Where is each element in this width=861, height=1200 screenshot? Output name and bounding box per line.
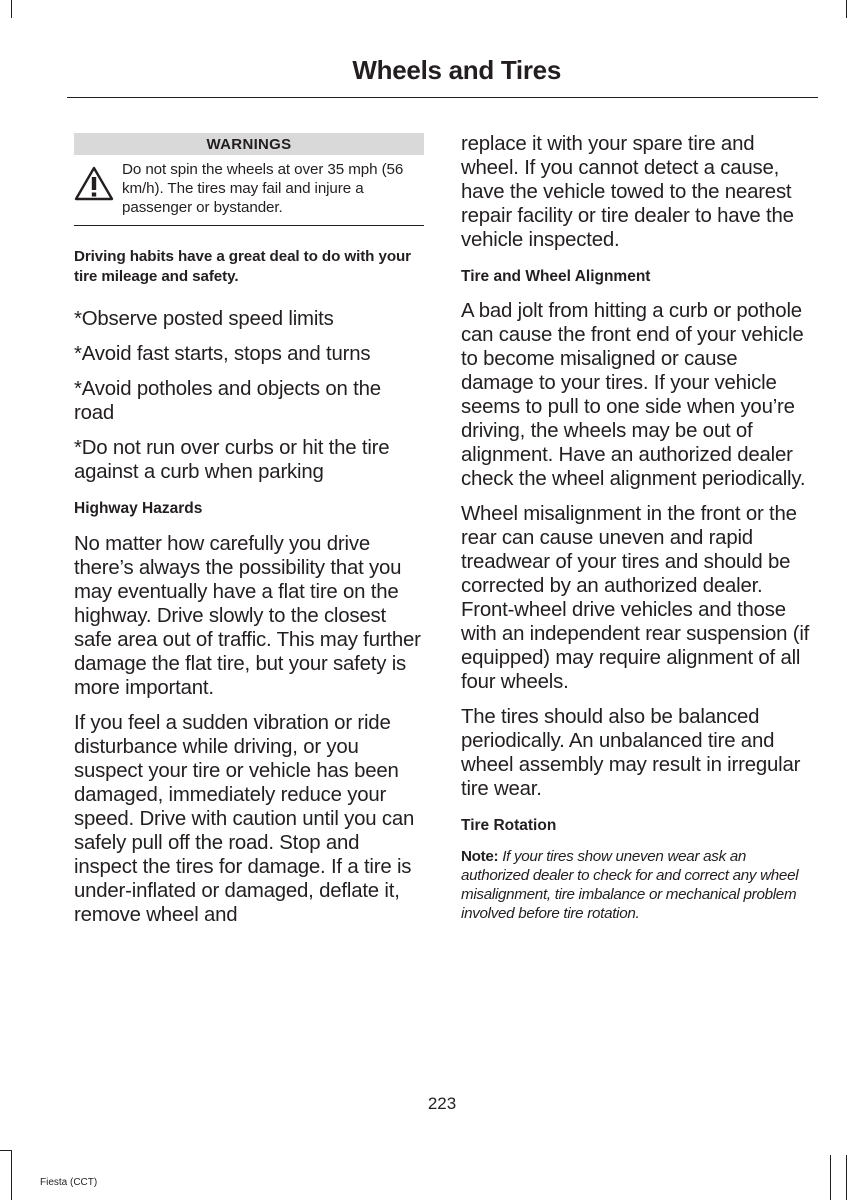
footer-model-label: Fiesta (CCT) (40, 1177, 98, 1188)
alignment-paragraph-1: A bad jolt from hitting a curb or pothole can cause the front end of your vehicle to become misaligned or cause damage to your tires. If your vehicle seems to pull to one side when you’re driving, the wheels may be out of alignment. Have an authorized dealer check the wheel alignment periodically. (461, 300, 806, 490)
page-number: 223 (427, 1094, 457, 1113)
continuation-paragraph: replace it with your spare tire and wheel. If you cannot detect a cause, have the vehicle towed to the nearest repair facility or tire dealer to have the vehicle inspected. (461, 133, 794, 251)
highway-paragraph-2: If you feel a sudden vibration or ride disturbance while driving, or you suspect your tire or vehicle has been damaged, immediately reduce your speed. Drive with caution until you can safely pull off the road. Stop and inspect the tires for damage. If a tire is under-inflated or damaged, deflate it, remove wheel and (74, 712, 415, 926)
page-title: Wheels and Tires (352, 55, 561, 85)
highway-paragraph-1: No matter how carefully you drive there’s always the possibility that you may eventually have a flat tire on the highway. Drive slowly to the closest safe area out of traffic. This may further damage the flat tire, but your safety is more important. (74, 533, 421, 699)
warning-body (74, 155, 424, 226)
crop-mark-bottom-left (11, 1150, 12, 1200)
alignment-paragraph-3: The tires should also be balanced periodically. An unbalanced tire and wheel assembly may result in irregular tire wear. (461, 706, 801, 800)
tip-item: *Observe posted speed limits (74, 308, 334, 330)
tip-item: *Avoid potholes and objects on the road (74, 378, 381, 424)
section-heading-highway-hazards: Highway Hazards (74, 500, 203, 517)
title-divider (67, 97, 818, 98)
alignment-paragraph-2: Wheel misalignment in the front or the rear can cause uneven and rapid treadwear of your tires and should be corrected by an authorized dealer. Front-wheel drive vehicles and those with an independent rear suspension (if equipped) may require alignment of all four wheels. (461, 503, 810, 693)
warning-heading: WARNINGS (74, 133, 424, 155)
left-column (74, 133, 426, 927)
crop-mark-top-right (846, 0, 847, 18)
rotation-note (461, 847, 815, 923)
section-heading-rotation: Tire Rotation (461, 817, 557, 834)
warning-box (74, 133, 424, 226)
crop-mark-bottom-left-tick (0, 1150, 12, 1151)
crop-mark-bottom-right (830, 1155, 831, 1200)
note-label: Note: (461, 848, 499, 865)
tip-item: *Do not run over curbs or hit the tire against a curb when parking (74, 437, 390, 483)
crop-mark-bottom-right-2 (846, 1155, 847, 1200)
warning-text: Do not spin the wheels at over 35 mph (56 km/h). The tires may fail and injure a passenger or bystander. (122, 161, 404, 216)
warning-triangle-icon (74, 166, 114, 202)
tip-item: *Avoid fast starts, stops and turns (74, 343, 371, 365)
note-text: If your tires show uneven wear ask an authorized dealer to check for and correct any wheel misalignment, tire imbalance or mechanical problem involved before tire rotation. (461, 848, 799, 922)
right-column (461, 132, 815, 923)
crop-mark-top-left (11, 0, 12, 18)
section-heading-alignment: Tire and Wheel Alignment (461, 268, 651, 285)
intro-bold-text: Driving habits have a great deal to do with your tire mileage and safety. (74, 248, 411, 285)
